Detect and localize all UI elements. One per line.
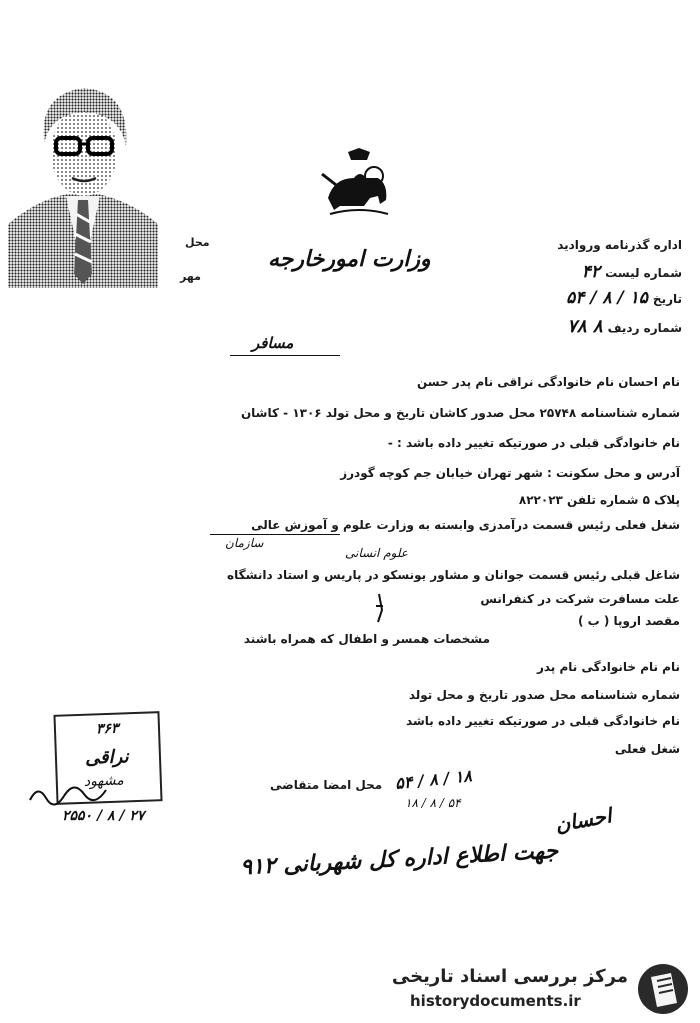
signature-date-2: ۵۴ / ۸ / ۱۸ bbox=[405, 796, 461, 810]
scribble-icon bbox=[28, 780, 108, 810]
list-number-value: ۴۲ bbox=[581, 262, 601, 282]
title-underline bbox=[230, 355, 340, 356]
stamp-text: نراقی bbox=[84, 746, 129, 769]
footer-website: historydocuments.ir bbox=[410, 992, 581, 1010]
row-number-label: شماره ردیف bbox=[607, 321, 682, 335]
bottom-note: جهت اطلاع اداره کل شهربانی ۹۱۲ bbox=[239, 837, 559, 881]
list-number-row bbox=[582, 262, 682, 282]
companions-line-2: شماره شناسنامه محل صدور تاریخ و محل تولد bbox=[408, 688, 680, 702]
traveler-line-6b: سازمان bbox=[225, 536, 264, 550]
form-title: مسافر bbox=[252, 334, 294, 352]
companions-line-4: شغل فعلی bbox=[614, 742, 680, 756]
archive-logo-icon bbox=[637, 963, 689, 1015]
office-name: اداره گذرنامه وروادید bbox=[557, 238, 682, 252]
companions-line-1: نام نام خانوادگی نام پدر bbox=[536, 660, 680, 674]
traveler-line-6c: علوم انسانی bbox=[345, 546, 408, 560]
list-number-label: شماره لیست bbox=[605, 266, 682, 280]
signature-date: ۱۸ / ۸ / ۵۴ bbox=[394, 766, 473, 793]
lion-and-sun-emblem-icon bbox=[320, 148, 398, 222]
traveler-line-2: شماره شناسنامه ۲۵۷۴۸ محل صدور کاشان تاریخ و محل تولد ۱۳۰۶ - کاشان bbox=[240, 406, 680, 420]
stamp-bottom-number: ۲۵۵۰ / ۸ / ۲۷ bbox=[62, 808, 145, 824]
photo-label-bottom: مهر bbox=[180, 270, 201, 283]
traveler-line-1: نام احسان نام خانوادگی نراقی نام پدر حسن bbox=[416, 375, 680, 389]
traveler-line-7: شاغل قبلی رئیس قسمت جوانان و مشاور یونسکو در پاریس و استاد دانشگاه bbox=[227, 568, 680, 582]
stamp-number: ۳۶۳ bbox=[95, 720, 119, 738]
traveler-line-8: علت مسافرت شرکت در کنفرانس bbox=[480, 592, 680, 606]
companions-title: مشخصات همسر و اطفال که همراه باشند bbox=[243, 632, 490, 646]
traveler-line-6: شغل فعلی رئیس قسمت درآمدزی وابسته به وزارت علوم و آموزش عالی bbox=[251, 518, 680, 532]
signature-label: محل امضا متقاضی bbox=[270, 778, 383, 792]
applicant-photo bbox=[8, 74, 158, 288]
traveler-line-9: مقصد اروپا ( ب ) bbox=[577, 614, 680, 628]
date-value: ۱۵ / ۸ / ۵۴ bbox=[566, 288, 648, 308]
row-number-value: ۸ ۷۸ bbox=[567, 316, 603, 337]
stamp-extra: مشهود bbox=[83, 772, 124, 790]
occupation-underline bbox=[210, 534, 340, 535]
companions-line-3: نام خانوادگی قبلی در صورتیکه تغییر داده باشد bbox=[406, 714, 680, 728]
ministry-title: وزارت امورخارجه bbox=[268, 246, 431, 272]
traveler-line-4: آدرس و محل سکونت : شهر تهران خیابان جم کوچه گودرز bbox=[340, 466, 680, 480]
date-label: تاریخ bbox=[652, 292, 682, 306]
traveler-line-3: نام خانوادگی قبلی در صورتیکه تغییر داده باشد : - bbox=[387, 436, 680, 450]
traveler-line-5: پلاک ۵ شماره تلفن ۸۲۲۰۲۳ bbox=[518, 493, 680, 507]
pen-mark-icon bbox=[372, 592, 386, 624]
footer-organization: مرکز بررسی اسناد تاریخی bbox=[391, 966, 628, 987]
photo-label-top: محل bbox=[185, 236, 210, 249]
row-number-row bbox=[567, 316, 682, 337]
date-row bbox=[566, 288, 682, 308]
right-signature: احسان bbox=[553, 803, 614, 837]
